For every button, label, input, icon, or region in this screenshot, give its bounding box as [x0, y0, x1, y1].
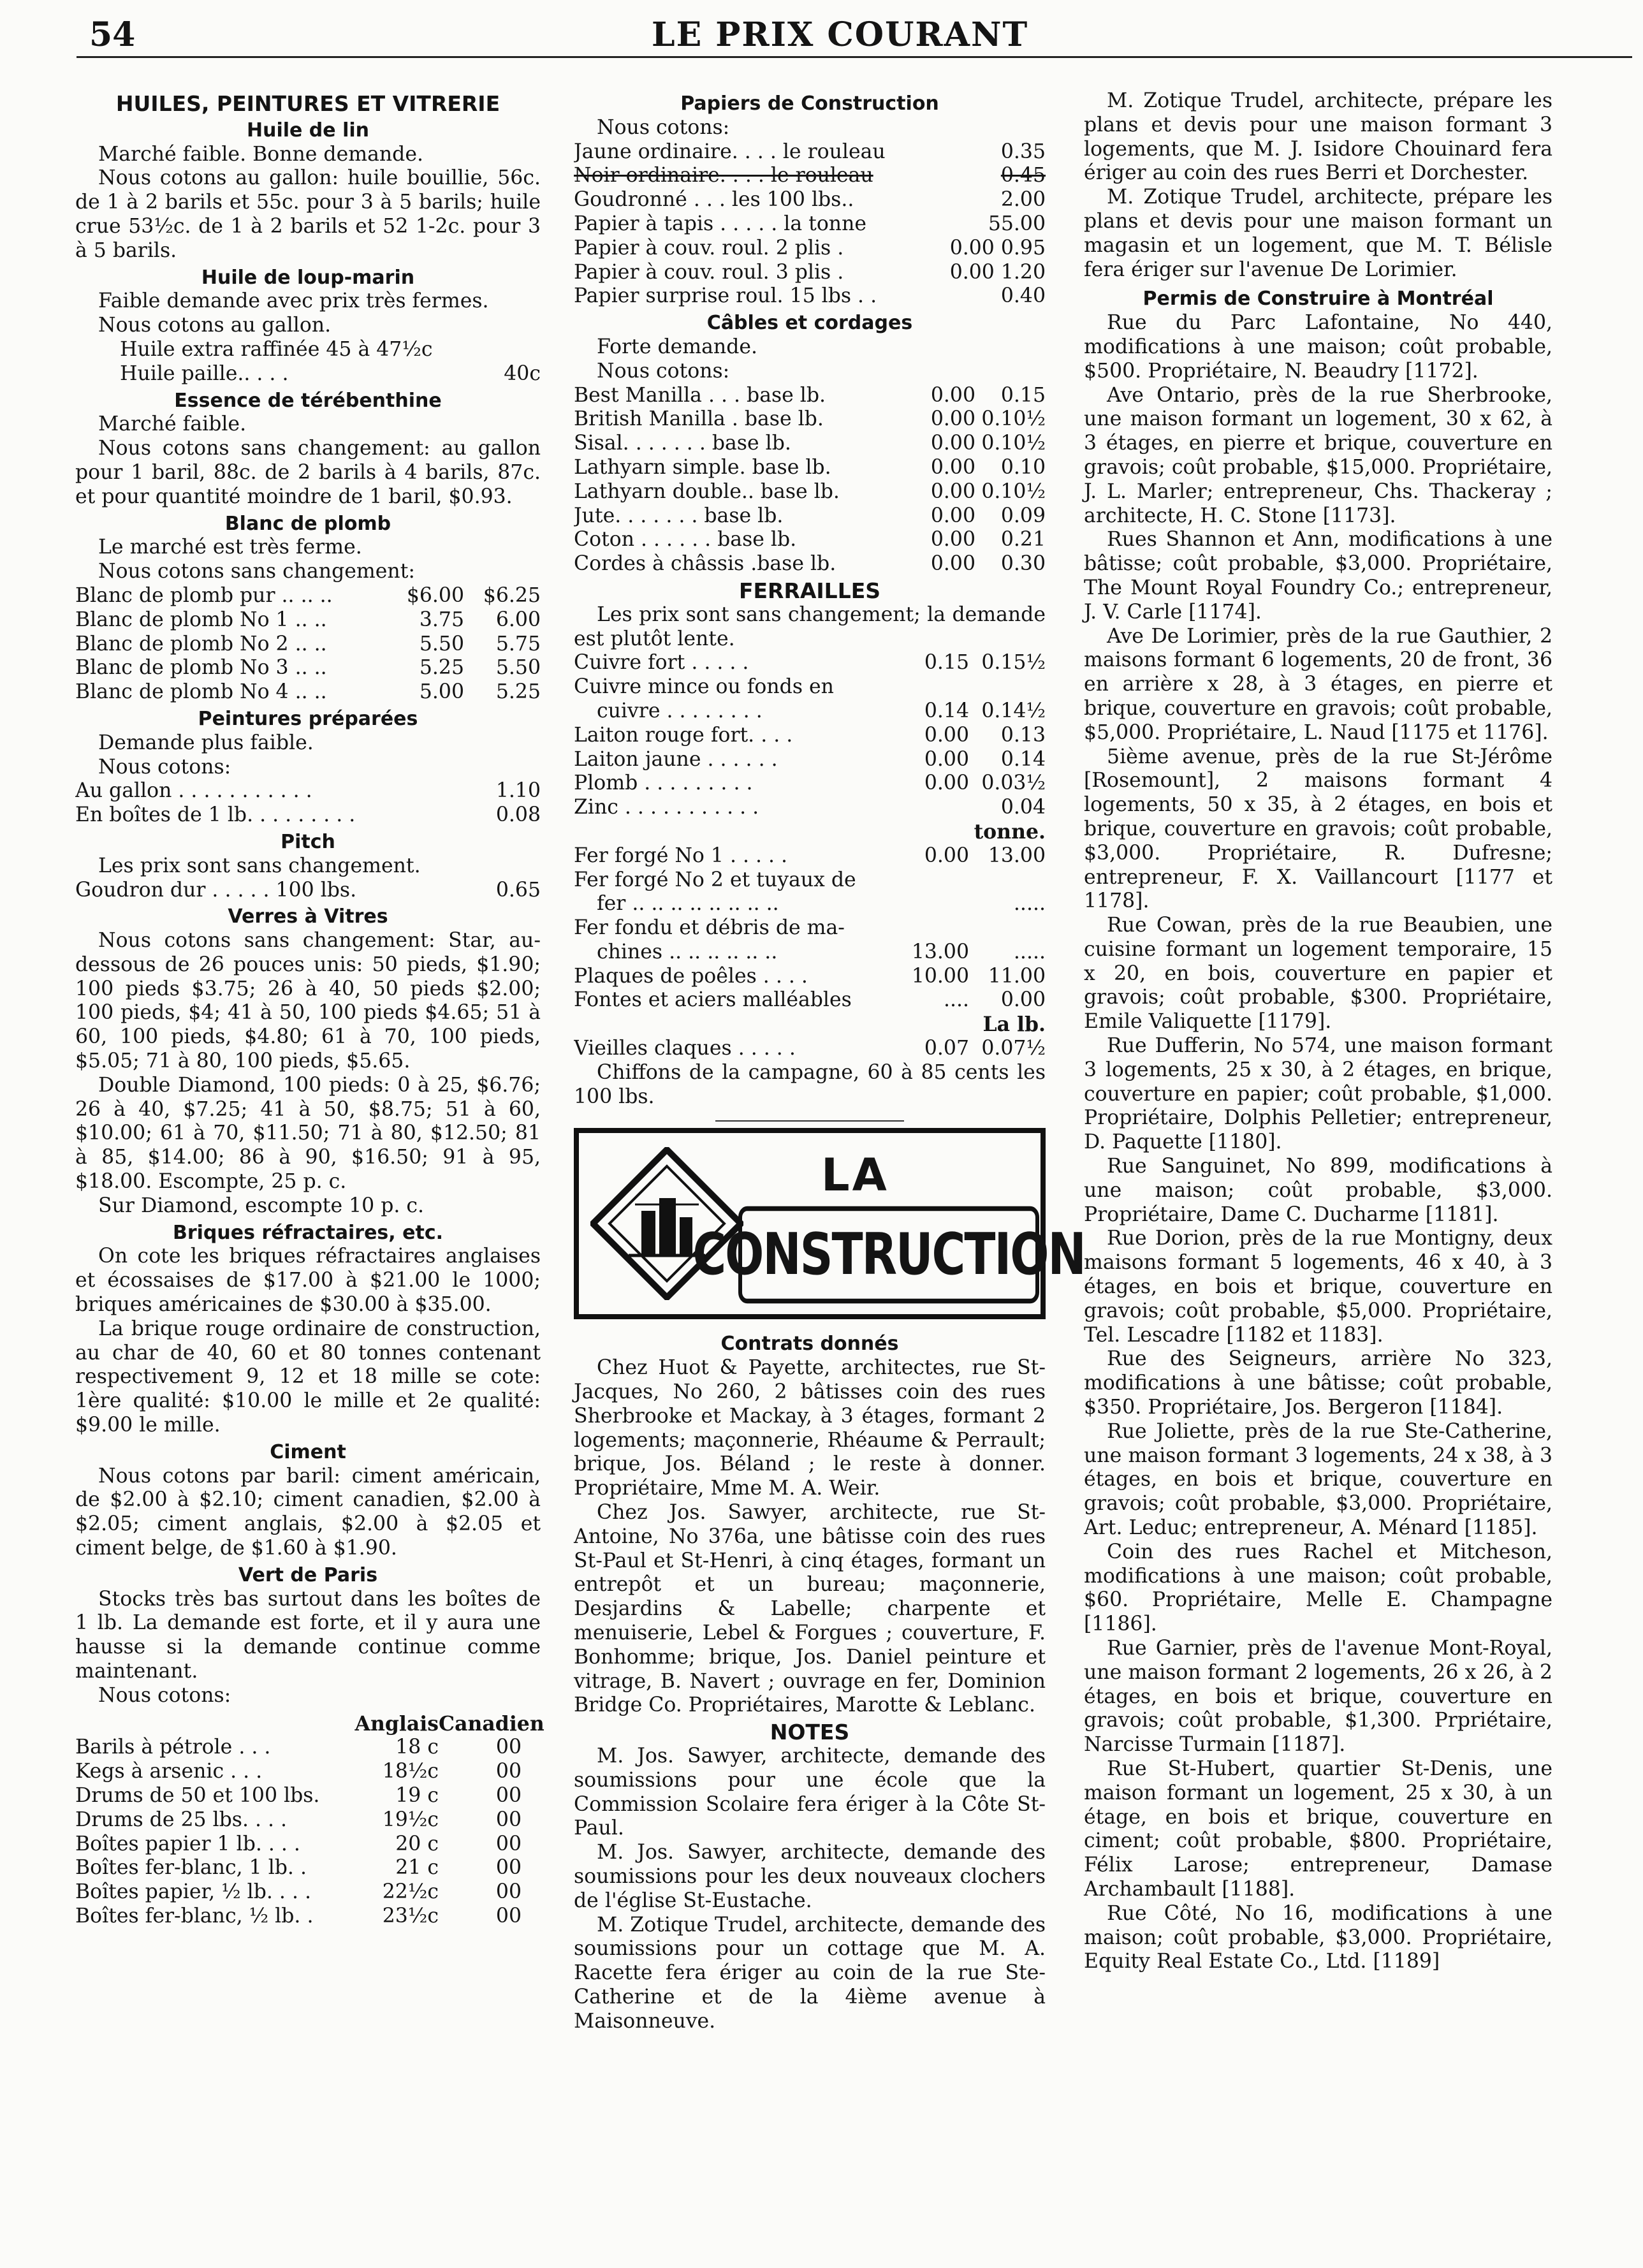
- price-row: fer .. .. .. .. .. .. .. .. .....: [597, 892, 1046, 916]
- subsection-heading: Contrats donnés: [720, 1333, 899, 1356]
- price-row: Plaques de poêles . . . . 10.00 11.00: [574, 964, 1046, 988]
- section-heading: NOTES: [770, 1720, 850, 1745]
- unit-label: La lb.: [982, 1013, 1046, 1037]
- price-row: Fer forgé No 1 . . . . . 0.00 13.00: [574, 844, 1046, 867]
- price-row: Blanc de plomb No 3 .. .. 5.25 5.50: [75, 656, 541, 680]
- price-list: [574, 140, 1046, 309]
- subsection-heading: Briques réfractaires, etc.: [172, 1221, 443, 1244]
- price-row: Fontes et aciers malléables .... 0.00: [574, 988, 1046, 1012]
- subsection-heading: Vert de Paris: [238, 1563, 378, 1586]
- paragraph: Le marché est très ferme.: [98, 536, 362, 559]
- price-list: [574, 844, 1046, 1013]
- paragraph: Les prix sont sans changement; la demande est plutôt lente.: [574, 603, 1046, 650]
- subsection-heading: Pitch: [281, 830, 335, 853]
- permit-entry: Rues Shannon et Ann, modifications à une bâtisse; coût probable, $3,000. Propriétaire, The Mount Royal Foundry Co.; entrepreneur, J. V. Carle [1174].: [1084, 528, 1552, 624]
- price-row: Lathyarn simple. base lb. 0.00 0.10: [574, 455, 1046, 479]
- subsection-heading: Ciment: [270, 1440, 346, 1463]
- paragraph: Nous cotons par baril: ciment américain, de $2.00 à $2.10; ciment canadien, $2.00 à $2.05; ciment anglais, $2.00 à $2.05 et ciment belge, de $1.60 à $1.90.: [75, 1464, 541, 1560]
- price-list: [75, 1736, 541, 1928]
- paragraph: Nous cotons sans changement: Star, au-dessous de 26 pouces unis: 50 pieds, $1.90; 100 pieds $3.75; 26 à 40, 50 pieds $2.00; 100 pieds, $4; 41 à 50, 100 pieds $4.65; 51 à 60, 100 pieds, $4.80; 61 à 70, 100 pieds, $5.05; 71 à 80, 100 pieds, $5.65.: [75, 929, 541, 1073]
- subsection-heading: Câbles et cordages: [706, 312, 913, 335]
- section-heading: HUILES, PEINTURES ET VITRERIE: [115, 91, 500, 116]
- permit-entry: Ave De Lorimier, près de la rue Gauthier, 2 maisons formant 6 logements, 20 de front, 36 en arrière x 28, à 3 étages, en pierre et brique, couverture en gravois; coût probable, $5,000. Propriétaire, L. Naud [1175 et 1176].: [1084, 624, 1552, 744]
- price-list: [75, 879, 541, 903]
- subsection-heading: Huile de loup-marin: [201, 266, 415, 289]
- column-1: [75, 89, 544, 1929]
- paragraph: Nous cotons:: [98, 755, 231, 779]
- paragraph: Sur Diamond, escompte 10 p. c.: [98, 1194, 425, 1217]
- price-row: Huile extra raffinée 45 à 47½c: [120, 337, 433, 361]
- column-2: [574, 89, 1085, 2034]
- price-row: Fer forgé No 2 et tuyaux de: [574, 868, 856, 891]
- price-list: [75, 779, 541, 828]
- paragraph: Nous cotons:: [597, 115, 730, 139]
- permit-entry: Rue des Seigneurs, arrière No 323, modifications à une bâtisse; coût probable, $350. Propriétaire, Jos. Bergeron [1184].: [1084, 1347, 1552, 1419]
- price-list: [75, 584, 541, 705]
- price-row: Boîtes fer-blanc, 1 lb. . 21 c 00: [75, 1856, 522, 1880]
- paragraph: M. Zotique Trudel, architecte, prépare les plans et devis pour une maison formant 3 logements, que M. J. Isidore Chouinard fera ériger au coin des rues Berri et Dorchester.: [1084, 89, 1552, 185]
- paragraph: Nous cotons sans changement:: [98, 560, 415, 583]
- price-row: chines .. .. .. .. .. .. 13.00 .....: [597, 940, 1046, 963]
- unit-label: tonne.: [974, 819, 1046, 844]
- subsection-heading: Peintures préparées: [198, 707, 418, 730]
- price-row: Coton . . . . . . base lb. 0.00 0.21: [574, 528, 1046, 552]
- price-row: Laiton rouge fort. . . . 0.00 0.13: [574, 723, 1046, 747]
- price-row: Blanc de plomb No 2 .. .. 5.50 5.75: [75, 632, 541, 655]
- paragraph: Forte demande.: [597, 335, 758, 358]
- price-row: Cuivre fort . . . . . 0.15 0.15½: [574, 651, 1046, 675]
- divider: [715, 1120, 904, 1122]
- price-row: Huile paille.. . . . 40c: [120, 362, 541, 385]
- section-heading: FERRAILLES: [738, 578, 881, 603]
- price-row: Vieilles claques . . . . . 0.07 0.07½: [574, 1037, 1046, 1060]
- price-list: [574, 1037, 1046, 1061]
- price-row: Goudron dur . . . . . 100 lbs. 0.65: [75, 878, 541, 902]
- page-header: [0, 11, 1643, 62]
- subsection-heading: Blanc de plomb: [224, 512, 391, 535]
- price-row: Boîtes fer-blanc, ½ lb. . 23½c 00: [75, 1904, 522, 1928]
- header-rule: [77, 56, 1632, 58]
- price-row: Boîtes papier 1 lb. . . . 20 c 00: [75, 1832, 522, 1855]
- price-row: Laiton jaune . . . . . . 0.00 0.14: [574, 747, 1046, 771]
- permit-entry: Rue Dufferin, No 574, une maison formant 3 logements, 25 x 30, à 2 étages, en brique, couverture en papier; coût probable, $1,000. Propriétaire, Dolphis Pelletier; entrepreneur, D. Paquette [1180].: [1084, 1034, 1552, 1154]
- price-list: [75, 338, 541, 386]
- price-row: Blanc de plomb No 4 .. .. 5.00 5.25: [75, 680, 541, 704]
- permit-entry: Ave Ontario, près de la rue Sherbrooke, une maison formant un logement, 30 x 62, à 3 étages, en pierre et brique, couverture en gravois; coût probable, $15,000. Propriétaire, J. L. Marler; entrepreneur, Chs. Thackeray ; architecte, H. C. Stone [1173].: [1084, 383, 1552, 527]
- la-construction-logo: [574, 1128, 1085, 1319]
- paragraph: Double Diamond, 100 pieds: 0 à 25, $6.76; 26 à 40, $7.25; 41 à 50, $8.75; 51 à 60, $10.00; 61 à 70, $11.50; 71 à 80, $12.50; 81 à 85, $14.00; 86 à 90, $16.50; 91 à 95, $18.00. Escompte, 25 p. c.: [75, 1073, 541, 1194]
- paragraph: Chez Jos. Sawyer, architecte, rue St-Antoine, No 376a, une bâtisse coin des rues St-Paul et St-Henri, à cinq étages, formant un entrepôt et un bureau; maçonnerie, Desjardins & Labelle; charpente et menuiserie, Lebel & Forgues ; couverture, F. Bonhomme; brique, Jos. Daniel peinture et vitrage, B. Navert ; ouvrage en fer, Dominion Bridge Co. Propriétaires, Marotte & Leblanc.: [574, 1501, 1046, 1717]
- permit-entry: Rue Dorion, près de la rue Montigny, deux maisons formant 5 logements, 46 x 40, à 3 étages, en bois et brique, couverture en gravois; coût probable, $5,000. Propriétaire, Tel. Lescadre [1182 et 1183].: [1084, 1227, 1552, 1347]
- price-row: Jaune ordinaire. . . . le rouleau 0.35: [574, 140, 1046, 163]
- subsection-heading: Papiers de Construction: [680, 92, 939, 115]
- section-heading: Permis de Construire à Montréal: [1143, 288, 1494, 311]
- price-list: [574, 384, 1046, 576]
- price-row: En boîtes de 1 lb. . . . . . . . . 0.08: [75, 803, 541, 827]
- price-row: Cordes à châssis .base lb. 0.00 0.30: [574, 552, 1046, 576]
- paragraph: Nous cotons au gallon: huile bouillie, 56c. de 1 à 2 barils et 55c. pour 3 à 5 barils; huile crue 53½c. de 1 à 2 barils et 52 1-2c. pour 3 à 5 barils.: [75, 166, 541, 262]
- price-row: Blanc de plomb pur .. .. .. $6.00 $6.25: [75, 583, 541, 607]
- permit-entry: Rue Garnier, près de l'avenue Mont-Royal, une maison formant 2 logements, 26 x 26, à 2 étages, en bois et brique, couverture en gravois; coût probable, $1,300. Prpriétaire, Narcisse Turmain [1187].: [1084, 1637, 1552, 1757]
- price-row: Kegs à arsenic . . . 18½c 00: [75, 1760, 522, 1783]
- logo-construction-text: CONSTRUCTION: [738, 1206, 1039, 1304]
- permit-entry: Rue Joliette, près de la rue Ste-Catherine, une maison formant 3 logements, 24 x 38, à 3 étages, en bois et brique, couverture en gravois; coût probable, $3,000. Propriétaire, Art. Leduc; entrepreneur, A. Ménard [1185].: [1084, 1419, 1552, 1540]
- paragraph: Les prix sont sans changement.: [98, 854, 421, 877]
- page-number: 54: [89, 15, 136, 54]
- subsection-heading: Verres à Vitres: [228, 905, 388, 928]
- paragraph: On cote les briques réfractaires anglaises et écossaises de $17.00 à $21.00 le 1000; briques américaines de $30.00 à $35.00.: [75, 1245, 541, 1317]
- price-row: Noir ordinaire. . . . le rouleau 0.45: [574, 164, 1046, 187]
- price-row: Barils à pétrole . . . 18 c 00: [75, 1736, 522, 1759]
- price-row: Au gallon . . . . . . . . . . . 1.10: [75, 779, 541, 803]
- paragraph: M. Jos. Sawyer, architecte, demande des soumissions pour une école que la Commission Scolaire fera ériger à la Côte St-Paul.: [574, 1745, 1046, 1840]
- column-header: Canadien: [439, 1711, 544, 1736]
- paragraph: Nous cotons:: [597, 359, 730, 383]
- paragraph: Nous cotons sans changement: au gallon pour 1 baril, 88c. de 2 barils à 4 barils, 87c. et pour quantité moindre de 1 baril, $0.93.: [75, 437, 541, 508]
- column-3: [1084, 89, 1552, 1974]
- price-row: Papier à couv. roul. 2 plis . 0.00 0.95: [574, 236, 1046, 260]
- permit-entry: Rue Sanguinet, No 899, modifications à une maison; coût probable, $3,000. Propriétaire, Dame C. Ducharme [1181].: [1084, 1155, 1552, 1226]
- paragraph: Demande plus faible.: [98, 731, 314, 754]
- paragraph: Nous cotons:: [98, 1683, 231, 1707]
- price-row: Blanc de plomb No 1 .. .. 3.75 6.00: [75, 608, 541, 631]
- permit-entry: Rue du Parc Lafontaine, No 440, modifications à une maison; coût probable, $500. Propriétaire, N. Beaudry [1172].: [1084, 311, 1552, 383]
- price-row: Sisal. . . . . . . base lb. 0.00 0.10½: [574, 432, 1046, 455]
- price-row: Boîtes papier, ½ lb. . . . 22½c 00: [75, 1880, 522, 1904]
- price-row: Papier à tapis . . . . . la tonne 55.00: [574, 212, 1046, 235]
- paragraph: M. Jos. Sawyer, architecte, demande des soumissions pour les deux nouveaux clochers de l'église St-Eustache.: [574, 1841, 1046, 1912]
- price-list: [574, 651, 1046, 820]
- price-row: Jute. . . . . . . base lb. 0.00 0.09: [574, 504, 1046, 527]
- subsection-heading: Huile de lin: [246, 119, 369, 142]
- permit-entry: Rue St-Hubert, quartier St-Denis, une maison formant un logement, 25 x 30, à un étage, en bois et brique, couverture en ciment; coût probable, $800. Propriétaire, Félix Larose; entrepreneur, Damase Archambault [1188].: [1084, 1757, 1552, 1901]
- price-row: Drums de 25 lbs. . . . 19½c 00: [75, 1808, 522, 1831]
- table-header: [75, 1711, 544, 1736]
- permit-entry: Coin des rues Rachel et Mitcheson, modifications à une maison; coût probable, $60. Propriétaire, Melle E. Champagne [1186].: [1084, 1540, 1552, 1636]
- logo-la-text: LA: [821, 1149, 889, 1202]
- price-row: Cuivre mince ou fonds en: [574, 675, 834, 699]
- price-row: cuivre . . . . . . . . 0.14 0.14½: [597, 699, 1046, 722]
- price-row: Best Manilla . . . base lb. 0.00 0.15: [574, 383, 1046, 407]
- price-row: Papier surprise roul. 15 lbs . . 0.40: [574, 284, 1046, 308]
- price-row: British Manilla . base lb. 0.00 0.10½: [574, 407, 1046, 431]
- permit-entry: Rue Cowan, près de la rue Beaubien, une cuisine formant un logement temporaire, 15 x 20, en bois, couverture en papier et gravois; coût probable, $300. Propriétaire, Emile Valiquette [1179].: [1084, 914, 1552, 1034]
- paragraph: M. Zotique Trudel, architecte, prépare les plans et devis pour une maison formant un magasin et un logement, que M. T. Bélisle fera ériger sur l'avenue De Lorimier.: [1084, 186, 1552, 281]
- price-row: Fer fondu et débris de ma-: [574, 916, 845, 940]
- price-row: Papier à couv. roul. 3 plis . 0.00 1.20: [574, 260, 1046, 284]
- paragraph: M. Zotique Trudel, architecte, demande des soumissions pour un cottage que M. A. Racette fera ériger au coin de la rue Ste-Catherine et de la 4ième avenue à Maisonneuve.: [574, 1913, 1046, 2033]
- paragraph: Chiffons de la campagne, 60 à 85 cents les 100 lbs.: [574, 1060, 1046, 1108]
- subsection-heading: Essence de térébenthine: [174, 389, 442, 412]
- price-row: Goudronné . . . les 100 lbs.. 2.00: [574, 188, 1046, 212]
- paragraph: Nous cotons au gallon.: [98, 314, 332, 337]
- paragraph: La brique rouge ordinaire de construction, au char de 40, 60 et 80 tonnes contenant respectivement 9, 12 et 18 mille se cote: 1ère qualité: $10.00 le mille et 2e qualité: $9.00 le mille.: [75, 1317, 541, 1437]
- permit-entry: 5ième avenue, près de la rue St-Jérôme [Rosemount], 2 maisons formant 4 logements, 50 x 35, à 2 étages, en bois et brique, couverture en gravois; coût probable, $3,000. Propriétaire, R. Dufresne; entrepreneur, F. X. Vaillancourt [1177 et 1178].: [1084, 745, 1552, 913]
- paragraph: Marché faible. Bonne demande.: [98, 142, 423, 166]
- price-row: Lathyarn double.. base lb. 0.00 0.10½: [574, 479, 1046, 503]
- price-row: Plomb . . . . . . . . . 0.00 0.03½: [574, 772, 1046, 795]
- price-row: Zinc . . . . . . . . . . . 0.04: [574, 796, 1046, 819]
- paragraph: Stocks très bas surtout dans les boîtes de 1 lb. La demande est forte, et il y aura une hausse si la demande continue comme maintenant.: [75, 1587, 541, 1683]
- paragraph: Faible demande avec prix très fermes.: [98, 289, 489, 313]
- paragraph: Chez Huot & Payette, architectes, rue St-Jacques, No 260, 2 bâtisses coin des rues Sherbrooke et Mackay, à 3 étages, formant 2 logements; maçonnerie, Rhéaume & Perrault; brique, Jos. Béland ; le reste à donner. Propriétaire, Mme M. A. Weir.: [574, 1356, 1046, 1500]
- paragraph: Marché faible.: [98, 413, 247, 436]
- price-row: Drums de 50 et 100 lbs. 19 c 00: [75, 1783, 522, 1807]
- column-header: Anglais: [354, 1711, 439, 1736]
- permit-entry: Rue Côté, No 16, modifications à une maison; coût probable, $3,000. Propriétaire, Equity Real Estate Co., Ltd. [1189]: [1084, 1901, 1552, 1973]
- publication-title: LE PRIX COURANT: [652, 15, 1029, 54]
